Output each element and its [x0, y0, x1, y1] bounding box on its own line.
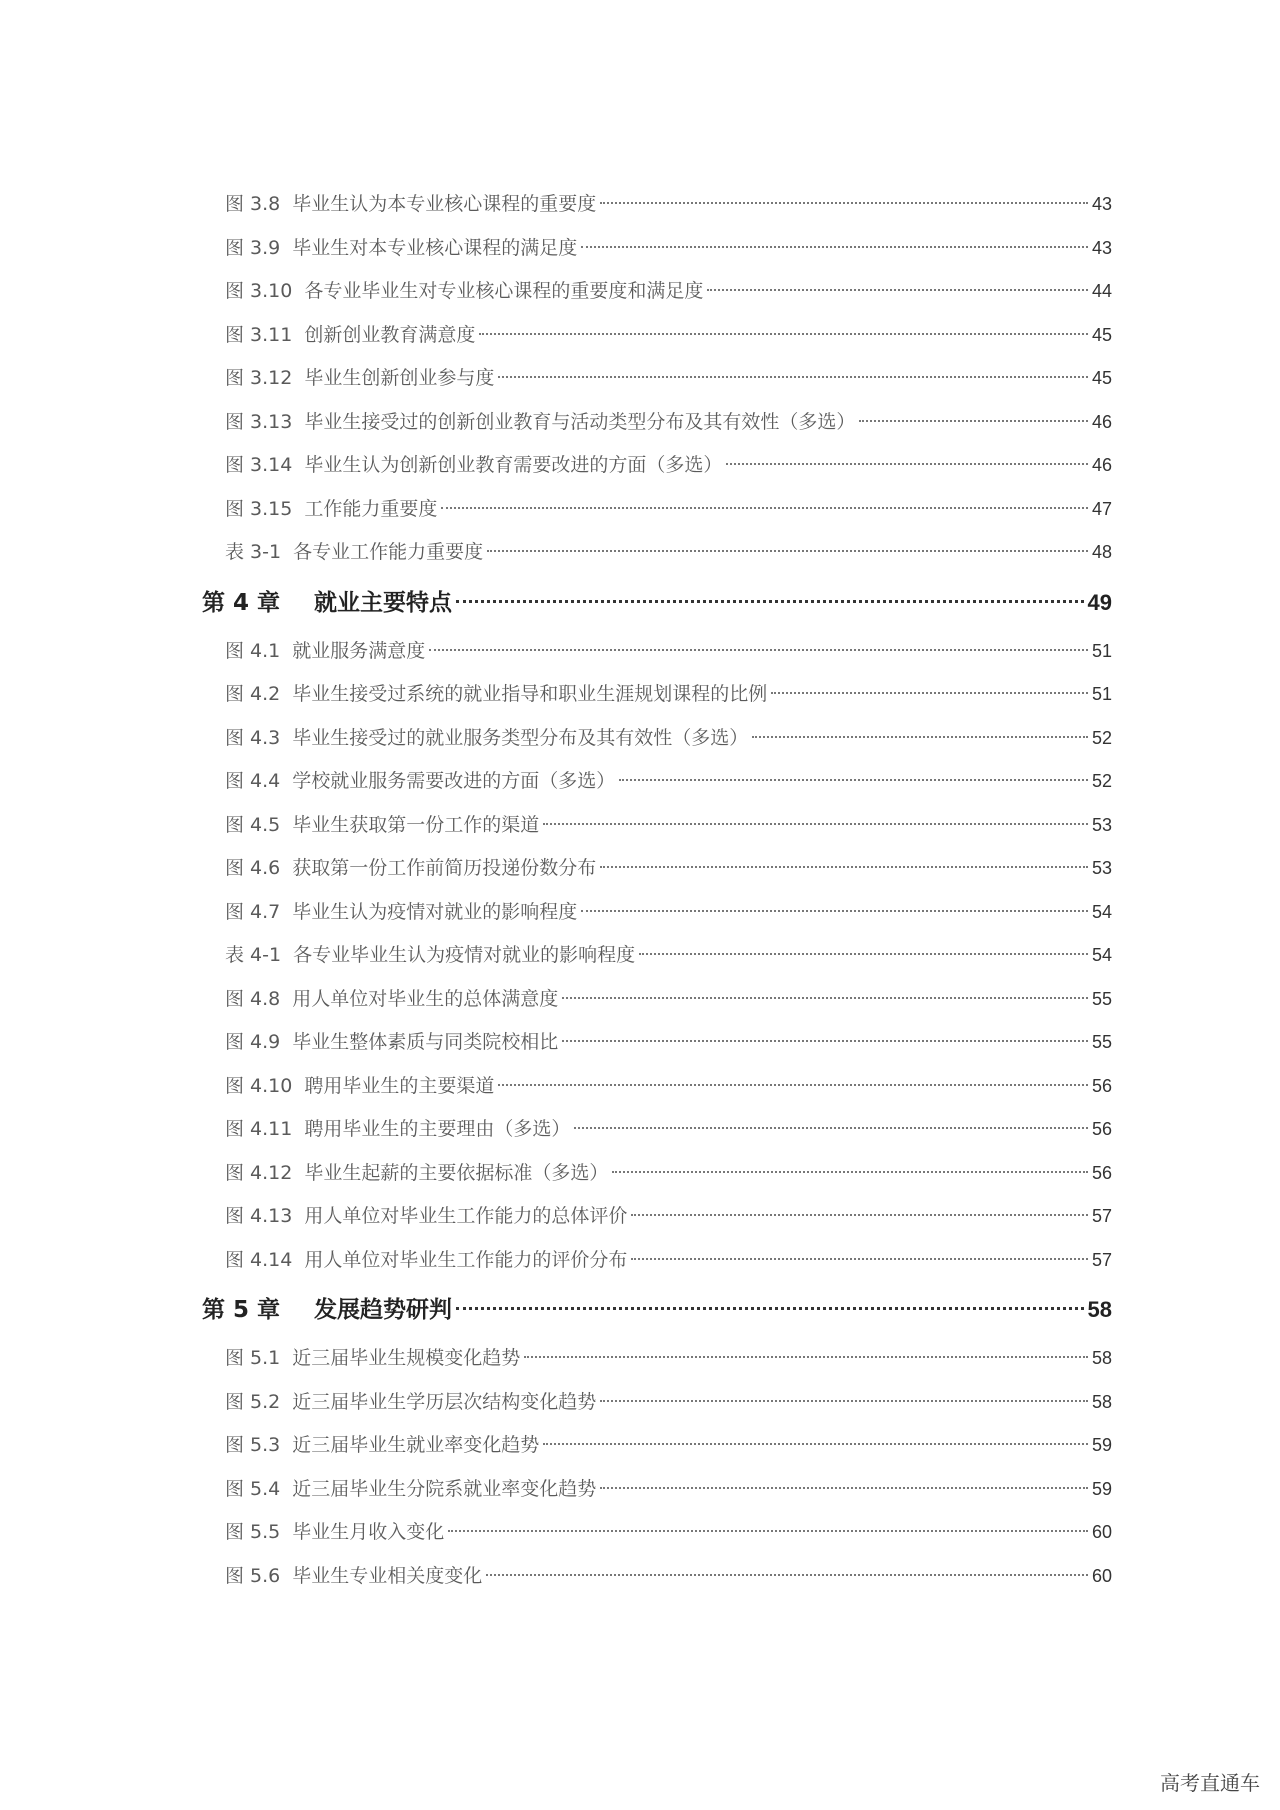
- dot-leader: [600, 1487, 1088, 1489]
- toc-item-number: 图 3.9: [225, 236, 281, 259]
- toc-item-title: 毕业生专业相关度变化: [292, 1564, 483, 1587]
- toc-entry-row[interactable]: [202, 444, 1112, 488]
- toc-item-title: 毕业生接受过的就业服务类型分布及其有效性（多选）: [292, 726, 749, 749]
- toc-page-number: 49: [1087, 589, 1112, 615]
- toc-entry-row[interactable]: [202, 760, 1112, 804]
- toc-item-title: 毕业生认为疫情对就业的影响程度: [292, 900, 578, 923]
- toc-page-number: 53: [1091, 858, 1112, 878]
- toc-item-title: 用人单位对毕业生的总体满意度: [292, 987, 559, 1010]
- toc-item-number: 图 5.3: [225, 1434, 281, 1456]
- toc-item-number: 图 4.4: [225, 770, 281, 792]
- toc-entry-row[interactable]: [202, 1337, 1112, 1381]
- toc-item-number: 图 3.13: [225, 410, 293, 433]
- toc-item-title: 近三届毕业生规模变化趋势: [292, 1347, 521, 1369]
- watermark-text: 高考直通车: [1160, 1771, 1260, 1795]
- toc-page-number: 47: [1091, 498, 1112, 519]
- toc-item-number: 图 4.2: [225, 683, 281, 705]
- dot-leader: [619, 779, 1088, 781]
- toc-item-title: 各专业毕业生对专业核心课程的重要度和满足度: [304, 280, 704, 302]
- dot-leader: [639, 953, 1088, 955]
- toc-item-number: 图 4.10: [225, 1074, 293, 1097]
- dot-leader: [581, 910, 1088, 912]
- toc-item-title: 就业服务满意度: [292, 639, 426, 662]
- toc-chapter-row[interactable]: [202, 575, 1112, 630]
- toc-entry-row[interactable]: [202, 1021, 1112, 1065]
- toc-entry-row[interactable]: [202, 934, 1112, 978]
- toc-item-number: 第 5 章: [202, 1297, 281, 1323]
- toc-item-title: 聘用毕业生的主要理由（多选）: [304, 1118, 571, 1140]
- dot-leader: [456, 1307, 1083, 1310]
- toc-item-title: 毕业生起薪的主要依据标准（多选）: [304, 1161, 609, 1184]
- toc-entry-row[interactable]: [202, 804, 1112, 848]
- toc-page-number: 43: [1091, 194, 1112, 214]
- toc-item-number: 图 3.15: [225, 497, 293, 520]
- toc-item-title: 学校就业服务需要改进的方面（多选）: [292, 770, 616, 792]
- toc-page-number: 52: [1091, 727, 1112, 748]
- dot-leader: [524, 1356, 1088, 1358]
- toc-item-number: 图 5.4: [225, 1477, 281, 1500]
- toc-entry-row[interactable]: [202, 227, 1112, 271]
- toc-item-number: 图 5.1: [225, 1347, 281, 1369]
- toc-page-number: 46: [1091, 455, 1112, 475]
- dot-leader: [448, 1530, 1088, 1532]
- toc-page-number: 58: [1091, 1391, 1112, 1412]
- toc-item-title: 近三届毕业生就业率变化趋势: [292, 1434, 540, 1456]
- toc-page-number: 46: [1091, 411, 1112, 432]
- toc-item-title: 毕业生整体素质与同类院校相比: [292, 1031, 559, 1053]
- toc-item-title: 各专业毕业生认为疫情对就业的影响程度: [293, 944, 636, 966]
- dot-leader: [631, 1214, 1088, 1216]
- toc-item-number: 图 3.11: [225, 323, 293, 346]
- toc-entry-row[interactable]: [202, 1555, 1112, 1599]
- dot-leader: [707, 289, 1088, 291]
- toc-entry-row[interactable]: [202, 270, 1112, 314]
- toc-item-number: 图 5.6: [225, 1564, 281, 1587]
- dot-leader: [543, 823, 1088, 825]
- toc-item-title: 毕业生对本专业核心课程的满足度: [292, 236, 578, 259]
- dot-leader: [487, 550, 1088, 552]
- toc-item-number: 图 3.12: [225, 367, 293, 389]
- toc-entry-row[interactable]: [202, 847, 1112, 891]
- toc-item-title: 毕业生创新创业参与度: [304, 367, 495, 389]
- toc-page-number: 54: [1091, 945, 1112, 965]
- toc-page-number: 60: [1091, 1522, 1112, 1542]
- toc-item-number: 图 3.10: [225, 280, 293, 302]
- dot-leader: [726, 463, 1088, 465]
- toc-page-number: 59: [1091, 1478, 1112, 1499]
- toc-entry-row[interactable]: [202, 531, 1112, 575]
- toc-item-number: 图 3.8: [225, 193, 281, 215]
- toc-item-number: 图 4.7: [225, 900, 281, 923]
- toc-entry-row[interactable]: [202, 357, 1112, 401]
- dot-leader: [752, 736, 1088, 738]
- toc-entry-row[interactable]: [202, 1108, 1112, 1152]
- toc-item-title: 发展趋势研判: [314, 1297, 453, 1323]
- toc-entry-row[interactable]: [202, 183, 1112, 227]
- dot-leader: [479, 333, 1088, 335]
- dot-leader: [574, 1127, 1088, 1129]
- toc-page-number: 55: [1091, 1032, 1112, 1052]
- toc-entry-row[interactable]: [202, 1152, 1112, 1196]
- toc-page-number: 51: [1091, 684, 1112, 704]
- toc-item-title: 用人单位对毕业生工作能力的评价分布: [304, 1248, 628, 1271]
- toc-page-number: 51: [1091, 640, 1112, 661]
- toc-entry-row[interactable]: [202, 314, 1112, 358]
- toc-item-title: 毕业生接受过的创新创业教育与活动类型分布及其有效性（多选）: [304, 410, 856, 433]
- toc-entry-row[interactable]: [202, 673, 1112, 717]
- toc-entry-row[interactable]: [202, 717, 1112, 761]
- toc-entry-row[interactable]: [202, 1424, 1112, 1468]
- toc-page-number: 43: [1091, 237, 1112, 258]
- dot-leader: [600, 1400, 1088, 1402]
- dot-leader: [456, 600, 1083, 603]
- toc-entry-row[interactable]: [202, 1381, 1112, 1425]
- dot-leader: [486, 1574, 1088, 1576]
- toc-entry-row[interactable]: [202, 1239, 1112, 1283]
- toc-item-title: 就业主要特点: [314, 589, 453, 616]
- toc-page-number: 56: [1091, 1075, 1112, 1096]
- dot-leader: [498, 376, 1088, 378]
- toc-item-title: 毕业生认为创新创业教育需要改进的方面（多选）: [304, 454, 723, 476]
- dot-leader: [612, 1171, 1088, 1173]
- toc-item-title: 近三届毕业生分院系就业率变化趋势: [292, 1477, 597, 1500]
- dot-leader: [429, 649, 1088, 651]
- toc-page-number: 57: [1091, 1206, 1112, 1226]
- toc-page-number: 60: [1091, 1565, 1112, 1586]
- toc-entry-row[interactable]: [202, 891, 1112, 935]
- toc-page-number: 56: [1091, 1162, 1112, 1183]
- toc-item-number: 表 4-1: [225, 944, 282, 966]
- toc-item-title: 获取第一份工作前简历投递份数分布: [292, 857, 597, 879]
- toc-entry-row[interactable]: [202, 1511, 1112, 1555]
- toc-item-title: 毕业生获取第一份工作的渠道: [292, 813, 540, 836]
- toc-page-number: 52: [1091, 771, 1112, 791]
- toc-item-title: 用人单位对毕业生工作能力的总体评价: [304, 1205, 628, 1227]
- toc-entry-row[interactable]: [202, 401, 1112, 445]
- dot-leader: [498, 1084, 1088, 1086]
- toc-item-number: 表 3-1: [225, 541, 282, 563]
- toc-page-number: 56: [1091, 1119, 1112, 1139]
- toc-item-title: 各专业工作能力重要度: [293, 541, 484, 563]
- toc-page-number: 58: [1087, 1297, 1112, 1322]
- dot-leader: [441, 507, 1088, 509]
- dot-leader: [543, 1443, 1088, 1445]
- table-of-contents: [202, 183, 1112, 1598]
- toc-item-number: 第 4 章: [202, 589, 281, 616]
- dot-leader: [581, 246, 1088, 248]
- toc-item-number: 图 4.12: [225, 1161, 293, 1184]
- toc-entry-row[interactable]: [202, 630, 1112, 674]
- toc-entry-row[interactable]: [202, 1195, 1112, 1239]
- toc-item-title: 聘用毕业生的主要渠道: [304, 1074, 495, 1097]
- toc-page-number: 55: [1091, 988, 1112, 1009]
- toc-entry-row[interactable]: [202, 1065, 1112, 1109]
- toc-page-number: 59: [1091, 1435, 1112, 1455]
- toc-page-number: 45: [1091, 324, 1112, 345]
- toc-page-number: 44: [1091, 281, 1112, 301]
- toc-entry-row[interactable]: [202, 488, 1112, 532]
- toc-item-title: 工作能力重要度: [304, 497, 438, 520]
- toc-item-title: 毕业生认为本专业核心课程的重要度: [292, 193, 597, 215]
- toc-page-number: 54: [1091, 901, 1112, 922]
- toc-item-number: 图 4.13: [225, 1205, 293, 1227]
- toc-page-number: 58: [1091, 1348, 1112, 1368]
- toc-item-number: 图 4.6: [225, 857, 281, 879]
- toc-item-title: 毕业生接受过系统的就业指导和职业生涯规划课程的比例: [292, 683, 768, 705]
- toc-page-number: 57: [1091, 1249, 1112, 1270]
- toc-item-number: 图 4.9: [225, 1031, 281, 1053]
- dot-leader: [771, 692, 1088, 694]
- toc-item-number: 图 5.5: [225, 1521, 281, 1543]
- dot-leader: [562, 1040, 1088, 1042]
- toc-item-number: 图 4.8: [225, 987, 281, 1010]
- toc-chapter-row[interactable]: [202, 1282, 1112, 1337]
- toc-item-number: 图 4.3: [225, 726, 281, 749]
- toc-item-title: 近三届毕业生学历层次结构变化趋势: [292, 1390, 597, 1413]
- toc-item-title: 创新创业教育满意度: [304, 323, 476, 346]
- toc-entry-row[interactable]: [202, 1468, 1112, 1512]
- toc-item-number: 图 4.11: [225, 1118, 293, 1140]
- toc-item-number: 图 4.5: [225, 813, 281, 836]
- dot-leader: [562, 997, 1088, 999]
- toc-item-number: 图 4.14: [225, 1248, 293, 1271]
- dot-leader: [859, 420, 1088, 422]
- toc-page-number: 45: [1091, 368, 1112, 388]
- dot-leader: [631, 1258, 1088, 1260]
- dot-leader: [600, 866, 1088, 868]
- toc-page-number: 53: [1091, 814, 1112, 835]
- toc-item-number: 图 3.14: [225, 454, 293, 476]
- toc-item-number: 图 4.1: [225, 639, 281, 662]
- dot-leader: [600, 202, 1088, 204]
- toc-entry-row[interactable]: [202, 978, 1112, 1022]
- toc-item-number: 图 5.2: [225, 1390, 281, 1413]
- toc-item-title: 毕业生月收入变化: [292, 1521, 445, 1543]
- toc-page-number: 48: [1091, 542, 1112, 562]
